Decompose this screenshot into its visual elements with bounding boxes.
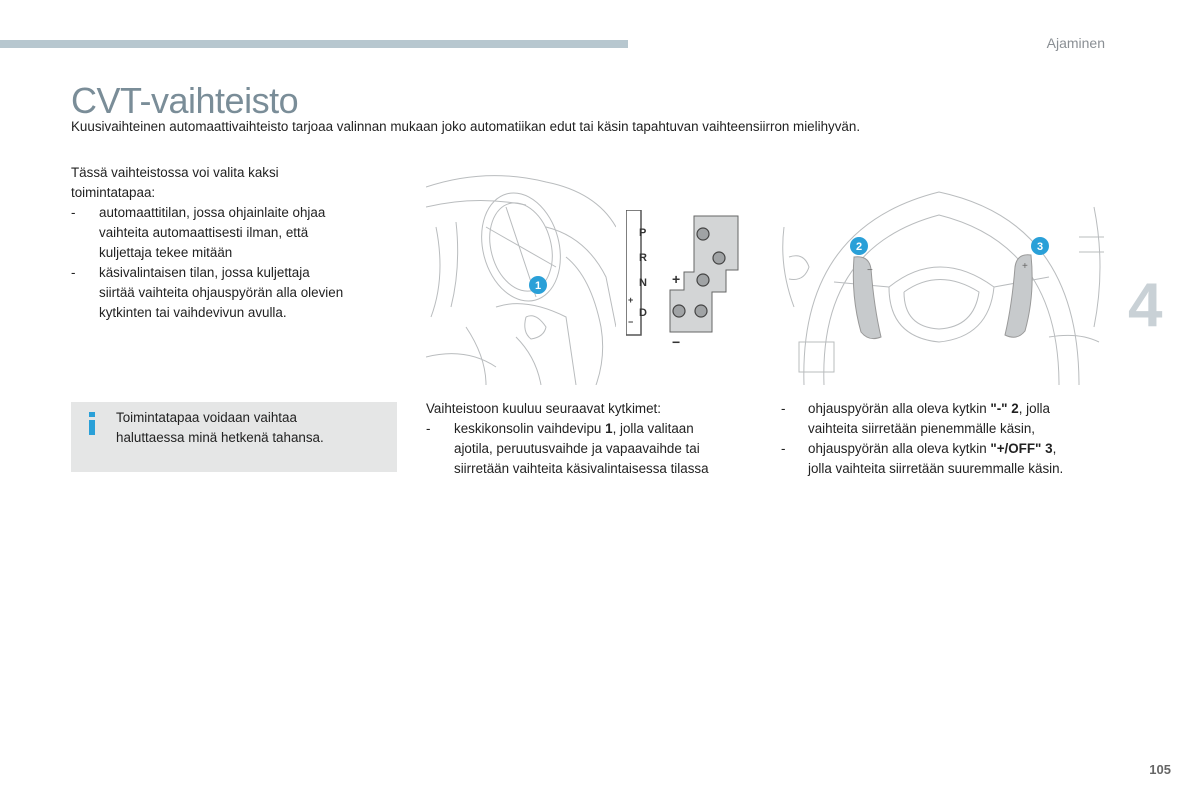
- callout-1: 1: [534, 280, 542, 292]
- list-line: jolla vaihteita siirretään suuremmalle käsin.: [808, 461, 1064, 476]
- list-item: [71, 203, 401, 263]
- list-item: [781, 399, 1121, 439]
- mode-list: [71, 203, 401, 323]
- list-line: kuljettaja tekee mitään: [99, 245, 233, 260]
- callout-2: 2: [855, 241, 863, 253]
- info-line: Toimintatapaa voidaan vaihtaa: [116, 410, 297, 425]
- list-dash: -: [426, 421, 431, 436]
- page-number: 105: [1149, 762, 1171, 777]
- list-line: [454, 419, 766, 439]
- col2-intro: Vaihteistoon kuuluu seuraavat kytkimet:: [426, 401, 661, 416]
- col1-line: Tässä vaihteistossa voi valita kaksi: [71, 165, 279, 180]
- list-line: siirtää vaihteita ohjauspyörän alla olevien: [99, 285, 344, 300]
- column-1: [71, 163, 401, 323]
- gear-lever-illustration: [426, 167, 616, 385]
- page-title: CVT-vaihteisto: [71, 80, 299, 121]
- paddle-plus-sign: +: [1022, 261, 1028, 272]
- list-dash: -: [781, 401, 786, 416]
- text-run: ohjauspyörän alla oleva kytkin: [808, 401, 991, 416]
- small-minus: −: [628, 317, 634, 327]
- gear-gate-diagram: [626, 210, 752, 350]
- gate-letter: N: [639, 277, 647, 289]
- list-item: [781, 439, 1121, 479]
- info-box: [71, 402, 397, 472]
- col1-line: toimintatapaa:: [71, 185, 156, 200]
- steering-wheel-paddles-illustration: [779, 167, 1106, 385]
- list-line: automaattitilan, jossa ohjainlaite ohjaa: [99, 205, 326, 220]
- switch-list: [426, 419, 766, 479]
- text-run: keskikonsolin vaihdevipu: [454, 421, 606, 436]
- text-run: , jolla valitaan: [612, 421, 694, 436]
- list-line: käsivalintaisen tilan, jossa kuljettaja: [99, 265, 310, 280]
- paddle-list: [781, 399, 1121, 479]
- text-run: , jolla: [1018, 401, 1050, 416]
- list-dash: -: [71, 205, 76, 220]
- list-dash: -: [71, 265, 76, 280]
- list-line: kytkinten tai vaihdevivun avulla.: [99, 305, 287, 320]
- intro-text: Kuusivaihteinen automaattivaihteisto tarjoaa valinnan mukaan joko automatiikan edut tai käsin tapahtuvan vaihteensiirron mielihyvän.: [71, 119, 861, 134]
- column-3: [781, 399, 1121, 479]
- info-icon: [87, 410, 97, 443]
- top-bar: [0, 40, 628, 48]
- bold-ref: "+/OFF" 3: [990, 441, 1053, 456]
- list-line: vaihteita automaattisesti ilman, että: [99, 225, 309, 240]
- gate-letter: R: [639, 252, 647, 264]
- list-item: [71, 263, 401, 323]
- small-plus: +: [628, 295, 634, 305]
- list-line: vaihteita siirretään pienemmälle käsin,: [808, 421, 1036, 436]
- list-line: siirretään vaihteita käsivalintaisessa tilassa: [454, 461, 709, 476]
- gate-letter: P: [639, 227, 647, 239]
- section-label: Ajaminen: [1046, 35, 1105, 51]
- text-run: ,: [1052, 441, 1057, 456]
- gate-plus: +: [672, 271, 681, 287]
- list-item: [426, 419, 766, 479]
- gate-minus: −: [672, 334, 681, 350]
- paddle-minus-sign: −: [867, 265, 873, 276]
- chapter-number: 4: [1128, 271, 1163, 340]
- bold-ref: 1: [605, 421, 613, 436]
- callout-3: 3: [1036, 241, 1044, 253]
- list-line: [808, 399, 1121, 419]
- column-2: [426, 399, 766, 479]
- text-run: ohjauspyörän alla oleva kytkin: [808, 441, 991, 456]
- list-line: [808, 439, 1121, 459]
- info-line: haluttaessa minä hetkenä tahansa.: [116, 430, 324, 445]
- info-text: [116, 408, 324, 448]
- gate-letter: D: [639, 307, 647, 319]
- bold-ref: "-" 2: [990, 401, 1019, 416]
- list-dash: -: [781, 441, 786, 456]
- list-line: ajotila, peruutusvaihde ja vapaavaihde tai: [454, 441, 700, 456]
